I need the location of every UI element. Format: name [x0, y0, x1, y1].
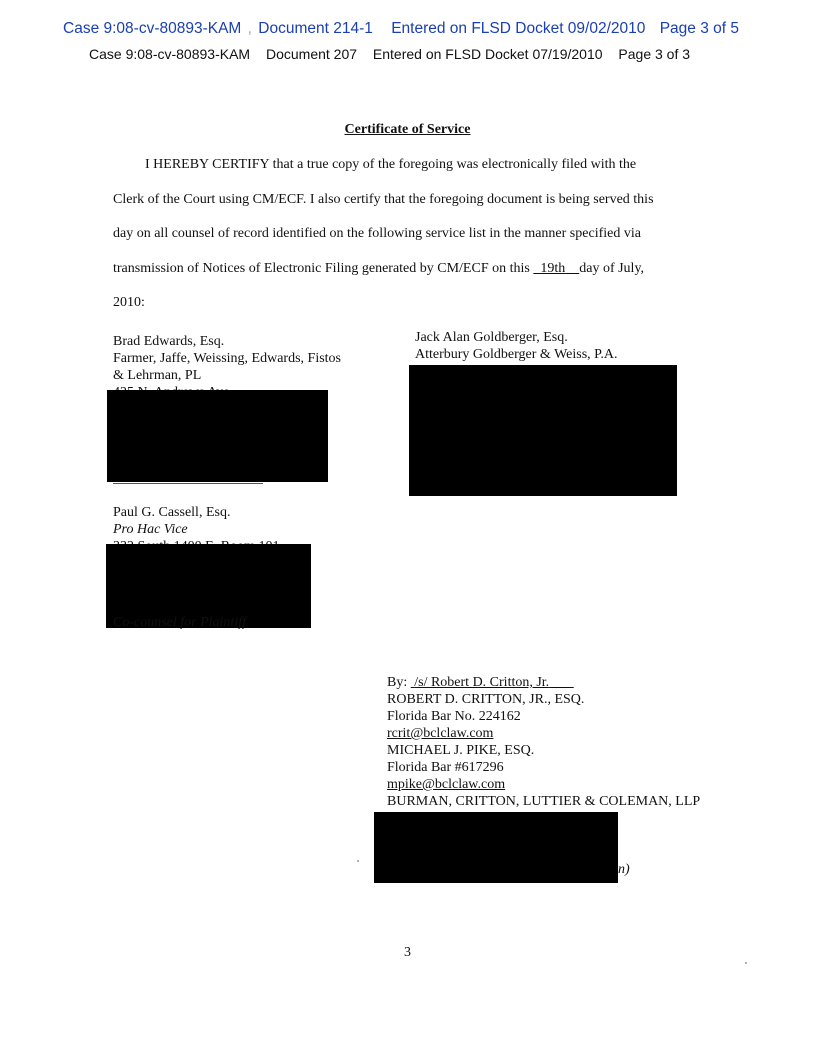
certificate-line-4: [113, 252, 703, 287]
certificate-line-1: I HEREBY CERTIFY that a true copy of the foregoing was electronically filed with the: [145, 157, 637, 172]
filed-document-number: Document 214-1: [258, 20, 373, 37]
signature-line: [387, 674, 700, 691]
certificate-line-2: Clerk of the Court using CM/ECF. I also certify that the foregoing document is being served this: [113, 191, 654, 207]
orig-entered-date: Entered on FLSD Docket 07/19/2010: [372, 46, 603, 62]
scan-speck: [745, 962, 747, 964]
cassell-role: Pro Hac Vice: [113, 522, 188, 537]
orig-case-number: Case 9:08-cv-80893-KAM: [89, 46, 251, 62]
certificate-paragraph: [113, 148, 703, 321]
service-entry-edwards: [113, 333, 341, 392]
certificate-line-3: day on all counsel of record identified on the following service list in the manner specified via: [113, 226, 641, 241]
page-number: 3: [404, 945, 411, 960]
attorney2-name: MICHAEL J. PIKE, ESQ.: [387, 743, 535, 758]
redaction-box-goldberger: [409, 365, 677, 496]
attorney1-bar: Florida Bar No. 224162: [387, 709, 521, 724]
redaction-box-edwards: [107, 390, 328, 482]
service-entry-cassell: [113, 504, 279, 546]
orig-page-count: Page 3 of 3: [618, 46, 691, 62]
service-entry-goldberger: [415, 329, 618, 363]
orig-document-number: Document 207: [265, 46, 358, 62]
filed-entered-date: Entered on FLSD Docket 09/02/2010: [391, 20, 646, 37]
filing-header-current: Case 9:08-cv-80893-KAM , Document 214-1 Entered on FLSD Docket 09/02/2010 Page 3 of 5: [63, 20, 739, 37]
filed-case-number: Case 9:08-cv-80893-KAM: [63, 20, 242, 37]
cassell-cocounsel: Co-counsel for Plaintiff: [113, 615, 246, 630]
electronic-signature: /s/ Robert D. Critton, Jr.: [414, 675, 550, 690]
edwards-firm-line-1: Farmer, Jaffe, Weissing, Edwards, Fistos: [113, 351, 341, 366]
edwards-firm-line-2: & Lehrman, PL: [113, 368, 202, 383]
certificate-line-4-end: day of July,: [579, 260, 645, 276]
redaction-box-signature: [374, 812, 618, 883]
certificate-line-5: 2010:: [113, 295, 145, 310]
certificate-line-4-start: transmission of Notices of Electronic Filing generated by CM/ECF on this: [113, 260, 534, 276]
by-label: By:: [387, 675, 408, 690]
signature-trailing-fragment: n): [618, 862, 630, 877]
service-day: 19th: [540, 260, 566, 276]
edwards-email-remnant: [113, 483, 263, 484]
edwards-name: Brad Edwards, Esq.: [113, 334, 225, 349]
attorney2-email: mpike@bclclaw.com: [387, 777, 506, 792]
law-firm-name: BURMAN, CRITTON, LUTTIER & COLEMAN, LLP: [387, 794, 701, 809]
filing-header-original: [89, 46, 690, 62]
signature-block: [387, 674, 700, 818]
attorney1-name: ROBERT D. CRITTON, JR., ESQ.: [387, 692, 585, 707]
attorney1-email: rcrit@bclclaw.com: [387, 726, 494, 741]
goldberger-firm: Atterbury Goldberger & Weiss, P.A.: [415, 347, 618, 362]
certificate-title: Certificate of Service: [344, 122, 471, 137]
scan-speck: [357, 860, 359, 862]
cassell-name: Paul G. Cassell, Esq.: [113, 505, 231, 520]
goldberger-name: Jack Alan Goldberger, Esq.: [415, 330, 568, 345]
attorney2-bar: Florida Bar #617296: [387, 760, 504, 775]
filed-page-count: Page 3 of 5: [659, 20, 739, 37]
